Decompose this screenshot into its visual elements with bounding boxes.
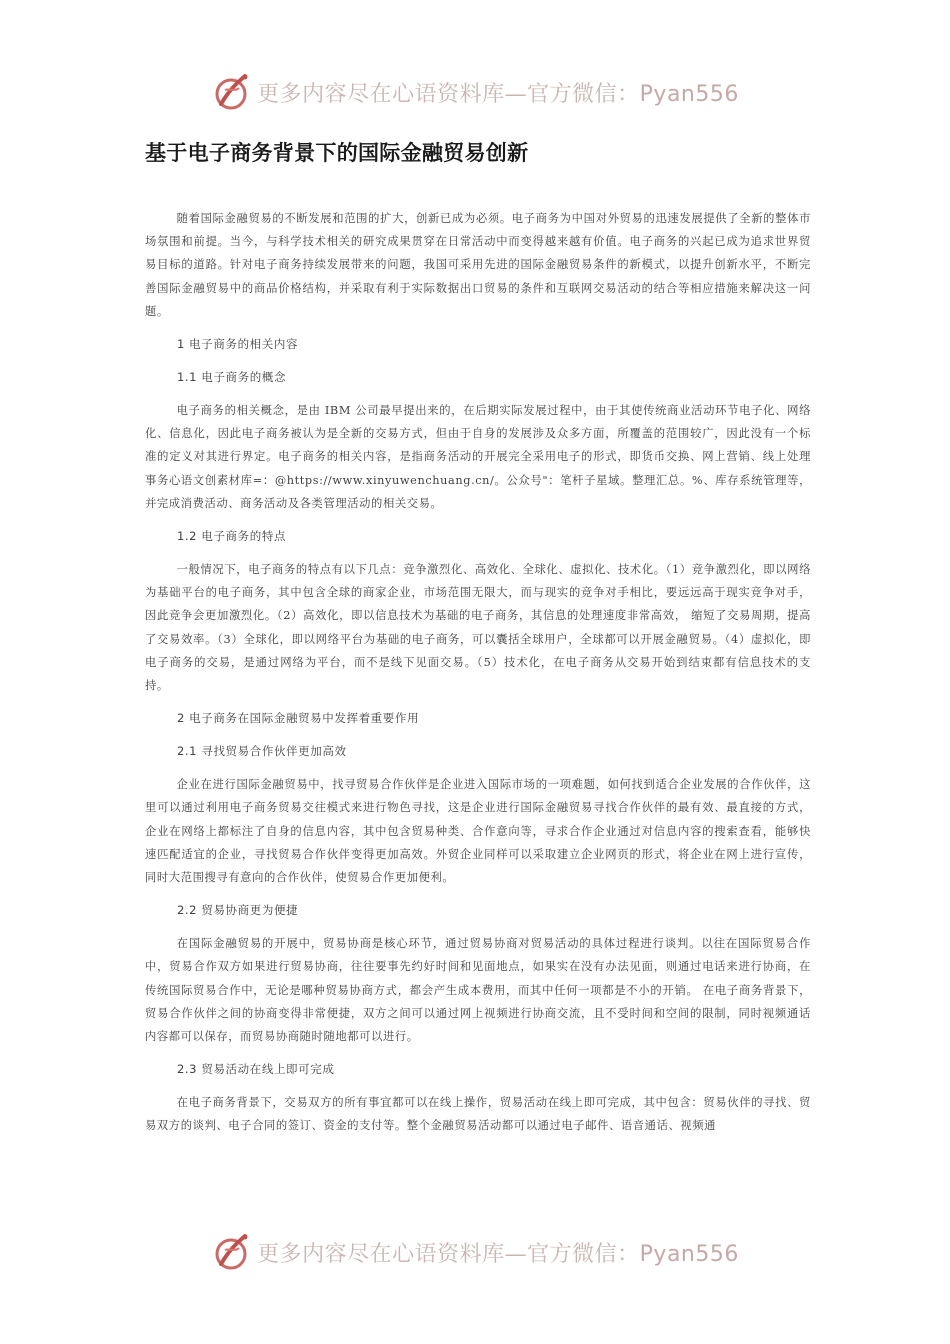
heading-section-2: 2 电子商务在国际金融贸易中发挥着重要作用 xyxy=(177,711,420,726)
banner-text: 更多内容尽在心语资料库—官方微信： xyxy=(257,81,640,107)
paragraph-2-1: 企业在进行国际金融贸易中，找寻贸易合作伙伴是企业进入国际市场的一项难题，如何找到适合企业发展的合作伙伴，这里可以通过利用电子商务贸易交往模式来进行物色寻找，这是企业进行国际金融贸易寻找合作伙伴的最有效、最直接的方式，企业在网络上都标注了自身的信息内容，其中包含贸易种类、合作意向等，寻求合作企业通过对信息内容的搜索查看，能够快速匹配适宜的企业，寻找贸易合作伙伴变得更加高效。外贸企业同样可以采取建立企业网页的形式，将企业在网上进行宣传，同时大范围搜寻有意向的合作伙伴，使贸易合作更加便利。 xyxy=(145,778,811,885)
brush-logo-icon xyxy=(211,1230,255,1274)
paragraph-1-2: 一般情况下，电子商务的特点有以下几点：竞争激烈化、高效化、全球化、虚拟化、技术化。（1）竞争激烈化，即以网络为基础平台的电子商务，其中包含全球的商家企业，市场范围无限大，而与现实的竞争对手相比，要远远高于现实竞争对手，因此竞争会更加激烈化。（2）高效化，即以信息技术为基础的电子商务，其信息的处理速度非常高效， 缩短了交易周期，提高了交易效率。（3）全球化，即以网络平台为基础的电子商务，可以囊括全球用户，全球都可以开展金融贸易。（4）虚拟化，即电子商务的交易，是通过网络为平台，而不是线下见面交易。（5）技术化，在电子商务从交易开始到结束都有信息技术的支持。 xyxy=(145,563,811,693)
heading-section-2-1: 2.1 寻找贸易合作伙伴更加高效 xyxy=(177,744,347,759)
heading-section-1: 1 电子商务的相关内容 xyxy=(177,337,299,352)
paragraph-2-3: 在电子商务背景下，交易双方的所有事宜都可以在线上操作，贸易活动在线上即可完成，其中包含：贸易伙伴的寻找、贸易双方的谈判、电子合同的签订、资金的支付等。整个金融贸易活动都可以通过电子邮件、语音通话、视频通 xyxy=(145,1096,811,1133)
paragraph-1-1: 电子商务的相关概念，是由 IBM 公司最早提出来的，在后期实际发展过程中，由于其使传统商业活动环节电子化、网络化、信息化，因此电子商务被认为是全新的交易方式，但由于自身的发展涉及众多方面，所覆盖的范围较广，因此没有一个标准的定义对其进行界定。电子商务的相关内容，是指商务活动的开展完全采用电子的形式，即货币交换、网上营销、线上处理事务心语文创素材库=：@https://www.xinyuwenchuang.cn/。公众号"：笔杆子星域。整理汇总。%、库存系统管理等，并完成消费活动、商务活动及各类管理活动的相关交易。 xyxy=(145,404,811,510)
footer-banner xyxy=(0,1227,950,1277)
banner-text: 更多内容尽在心语资料库—官方微信： xyxy=(257,1241,640,1267)
heading-section-1-2: 1.2 电子商务的特点 xyxy=(177,529,287,544)
document-body xyxy=(145,207,811,1138)
heading-section-2-3: 2.3 贸易活动在线上即可完成 xyxy=(177,1062,335,1077)
header-banner xyxy=(0,67,950,117)
banner-wechat-id: Pyan556 xyxy=(639,81,739,107)
brush-logo-icon xyxy=(211,70,255,114)
paragraph-2-2: 在国际金融贸易的开展中，贸易协商是核心环节，通过贸易协商对贸易活动的具体过程进行谈判。以往在国际贸易合作中，贸易合作双方如果进行贸易协商，往往要事先约好时间和见面地点，如果实在没有办法见面，则通过电话来进行协商，在传统国际贸易合作中，无论是哪种贸易协商方式，都会产生成本费用，而其中任何一项都是不小的开销。 在电子商务背景下，贸易合作伙伴之间的协商变得非常便捷，双方之间可以通过网上视频进行协商交流，且不受时间和空间的限制，同时视频通话内容都可以保存，而贸易协商随时随地都可以进行。 xyxy=(145,937,811,1044)
paragraph-intro: 随着国际金融贸易的不断发展和范围的扩大，创新已成为必须。电子商务为中国对外贸易的迅速发展提供了全新的整体市场氛围和前提。当今，与科学技术相关的研究成果贯穿在日常活动中而变得越来越有价值。电子商务的兴起已成为追求世界贸易目标的道路。针对电子商务持续发展带来的问题，我国可采用先进的国际金融贸易条件的新模式，以提升创新水平，不断完善国际金融贸易中的商品价格结构，并采取有利于实际数据出口贸易的条件和互联网交易活动的结合等相应措施来解决这一问题。 xyxy=(145,212,811,318)
heading-section-1-1: 1.1 电子商务的概念 xyxy=(177,370,287,385)
heading-section-2-2: 2.2 贸易协商更为便捷 xyxy=(177,903,299,918)
document-title: 基于电子商务背景下的国际金融贸易创新 xyxy=(145,141,529,165)
banner-wechat-id: Pyan556 xyxy=(639,1241,739,1267)
